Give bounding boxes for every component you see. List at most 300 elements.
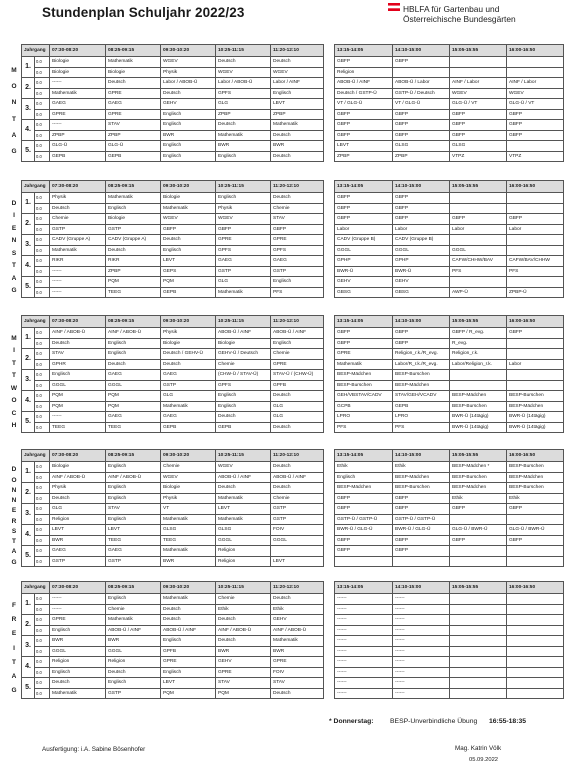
lesson-cell: Chemie (106, 604, 161, 615)
lesson-cell: R_evg. (450, 338, 507, 349)
lesson-cell: BWR-Ü (14tägig) (507, 422, 564, 433)
group-cell: 0.0 (35, 287, 50, 298)
header-row (335, 450, 564, 462)
lesson-cell: PFS (271, 287, 324, 298)
lesson-cell: Biologie (161, 338, 216, 349)
lesson-cell: Deutsch (271, 462, 324, 473)
lesson-cell: Englisch (106, 338, 161, 349)
hour-cell: 3. (22, 99, 35, 120)
lesson-cell: AINF / ABOB-Ü (50, 472, 106, 483)
lesson-cell: GLSG (216, 525, 271, 536)
lesson-cell (450, 646, 507, 657)
group-cell: 0.0 (35, 235, 50, 246)
lesson-cell: GBFP (393, 535, 450, 546)
lesson-cell: Biologie (50, 67, 106, 78)
lesson-cell: GBFP (450, 535, 507, 546)
lesson-cell: GPRE (50, 109, 106, 120)
lesson-cell: GBFP (335, 120, 393, 131)
table-row (335, 422, 564, 433)
time-header: 08:25-09:15 (106, 450, 161, 462)
lesson-cell: Deutsch (50, 493, 106, 504)
time-header: 11:20-12:10 (271, 181, 324, 193)
lesson-cell: GBFP (335, 328, 393, 339)
day-letter: O (11, 397, 17, 405)
table-row (22, 546, 324, 557)
lesson-cell: ------ (50, 120, 106, 131)
lesson-cell: ABOB-Ü / AINF (216, 328, 271, 339)
lesson-cell: LBVT (106, 525, 161, 536)
lesson-cell: Biologie (106, 67, 161, 78)
lesson-cell: ------ (335, 657, 393, 668)
lesson-cell: GBFP (450, 120, 507, 131)
day-letter: G (11, 147, 17, 155)
group-cell: 0.0 (35, 525, 50, 536)
lesson-cell: Physik (161, 328, 216, 339)
table-row (22, 359, 324, 370)
day-letter: G (11, 287, 17, 295)
lesson-cell: GBFP / R_evg. (450, 328, 507, 339)
lesson-cell: Deutsch (161, 359, 216, 370)
table-row (22, 266, 324, 277)
lesson-cell: Mathematik (50, 88, 106, 99)
hour-cell: 4. (22, 657, 35, 678)
lesson-cell: Deutsch (271, 594, 324, 605)
day-letter: O (11, 476, 17, 484)
group-cell: 0.0 (35, 203, 50, 214)
group-cell: 0.0 (35, 193, 50, 204)
time-header: 14:10-15:00 (393, 450, 450, 462)
table-row (22, 535, 324, 546)
lesson-cell: GSTP (271, 266, 324, 277)
lesson-cell: PFS (393, 422, 450, 433)
lesson-cell: BESP-Burschen (393, 483, 450, 494)
note-time: 16:55-18:35 (489, 718, 527, 725)
table-row (335, 224, 564, 235)
lesson-cell: Deutsch (50, 678, 106, 689)
hour-cell: 4. (22, 391, 35, 412)
lesson-cell: ABOB-Ü / AINF (106, 625, 161, 636)
time-header: 11:20-12:10 (271, 316, 324, 328)
table-row (335, 625, 564, 636)
lesson-cell: PFS (507, 266, 564, 277)
lesson-cell: Biologie (50, 57, 106, 68)
lesson-cell: PQM (161, 277, 216, 288)
lesson-cell: BESP-Mädchen (450, 483, 507, 494)
table-row (22, 141, 324, 152)
lesson-cell: Englisch (161, 245, 216, 256)
lesson-cell: STAV/GEH/VCADV (393, 391, 450, 402)
lesson-cell: LBVT (335, 141, 393, 152)
lesson-cell: STAV-Ü / (CHW-Ü) (271, 370, 324, 381)
table-row (22, 235, 324, 246)
header-row (22, 582, 324, 594)
lesson-cell: GSTP (50, 224, 106, 235)
lesson-cell: LBVT (161, 678, 216, 689)
lesson-cell: Mathematik (161, 594, 216, 605)
jahrgang-header: Jahrgang (22, 316, 50, 328)
lesson-cell: Mathematik (216, 130, 271, 141)
lesson-cell: BWR-Ü (14tägig) (450, 422, 507, 433)
lesson-cell: Mathematik (271, 636, 324, 647)
lesson-cell: Labor / AINF (271, 78, 324, 89)
afternoon-table (334, 449, 564, 567)
lesson-cell: GEPB (161, 287, 216, 298)
lesson-cell: FOIV (271, 667, 324, 678)
table-row (22, 646, 324, 657)
table-row (335, 636, 564, 647)
lesson-cell: AINF / Labor (507, 78, 564, 89)
lesson-cell: Englisch (106, 483, 161, 494)
time-header: 10:25-11:15 (216, 181, 271, 193)
lesson-cell: Mathematik (271, 120, 324, 131)
lesson-cell: Englisch (106, 462, 161, 473)
lesson-cell (507, 546, 564, 557)
lesson-cell: Biologie (106, 214, 161, 225)
group-cell: 0.0 (35, 594, 50, 605)
lesson-cell: GBFP (161, 224, 216, 235)
table-row (22, 57, 324, 68)
time-header: 13:15-14:05 (335, 582, 393, 594)
lesson-cell: GPRE (50, 615, 106, 626)
group-cell: 0.0 (35, 130, 50, 141)
table-row (335, 483, 564, 494)
group-cell: 0.0 (35, 401, 50, 412)
lesson-cell: Religion (50, 657, 106, 668)
table-row (335, 287, 564, 298)
table-row (335, 514, 564, 525)
lesson-cell: BESP-Mädchen (507, 401, 564, 412)
day-name (8, 194, 20, 300)
lesson-cell (507, 235, 564, 246)
lesson-cell: Mathematik (106, 193, 161, 204)
day-block (8, 315, 563, 436)
lesson-cell (507, 141, 564, 152)
lesson-cell: GEPB (216, 422, 271, 433)
footer-date: 05.09.2022 (469, 757, 499, 763)
lesson-cell: GGGL (50, 380, 106, 391)
lesson-cell (450, 277, 507, 288)
lesson-cell: BESP-Burschen (507, 391, 564, 402)
lesson-cell: GSTP (106, 224, 161, 235)
jahrgang-header: Jahrgang (22, 450, 50, 462)
lesson-cell: WGEV (450, 88, 507, 99)
table-row (335, 78, 564, 89)
lesson-cell (450, 546, 507, 557)
lesson-cell: Englisch (50, 370, 106, 381)
lesson-cell: ABOB-Ü / AINF (271, 328, 324, 339)
day-letter: T (12, 538, 16, 546)
table-row (22, 120, 324, 131)
hour-cell: 3. (22, 636, 35, 657)
lesson-cell: WGEV (216, 462, 271, 473)
table-row (22, 277, 324, 288)
lesson-cell: GEHV (335, 277, 393, 288)
lesson-cell: GGGL (450, 245, 507, 256)
lesson-cell: Deutsch (271, 422, 324, 433)
lesson-cell: Englisch (106, 594, 161, 605)
lesson-cell: GSTP (271, 514, 324, 525)
lesson-cell: BESP-Mädchen (335, 370, 393, 381)
time-header: 07:30-08:20 (50, 582, 106, 594)
table-row (22, 224, 324, 235)
lesson-cell: Physik (216, 203, 271, 214)
group-cell: 0.0 (35, 277, 50, 288)
lesson-cell: CAFW/CHHW/BAV (450, 256, 507, 267)
lesson-cell: GSTP (106, 556, 161, 567)
lesson-cell: CADV (Gruppe B) (393, 235, 450, 246)
lesson-cell: ------ (393, 636, 450, 647)
day-letter: N (11, 237, 17, 245)
day-letter: T (12, 115, 16, 123)
lesson-cell: Religion (216, 556, 271, 567)
time-header: 15:05-15:55 (450, 45, 507, 57)
lesson-cell: GSTP (50, 556, 106, 567)
lesson-cell: GBFP (450, 130, 507, 141)
group-cell: 0.0 (35, 141, 50, 152)
day-letter: T (12, 658, 16, 666)
time-header: 09:30-10:20 (161, 450, 216, 462)
lesson-cell: GAEG (271, 256, 324, 267)
table-row (22, 556, 324, 567)
table-row (335, 401, 564, 412)
group-cell: 0.0 (35, 556, 50, 567)
lesson-cell: PQM (216, 688, 271, 699)
lesson-cell: Englisch (161, 151, 216, 162)
group-cell: 0.0 (35, 266, 50, 277)
lesson-cell: BESP-Burschen (450, 401, 507, 412)
lesson-cell: GBFP (507, 535, 564, 546)
lesson-cell: CADV (Gruppe A) (106, 235, 161, 246)
lesson-cell: Chemie (216, 359, 271, 370)
lesson-cell: BESP-Mädchen (450, 391, 507, 402)
time-header: 07:30-08:20 (50, 450, 106, 462)
lesson-cell (507, 514, 564, 525)
group-cell: 0.0 (35, 370, 50, 381)
lesson-cell: GBFP (335, 338, 393, 349)
lesson-cell: ------ (335, 678, 393, 689)
lesson-cell: Ethik (393, 462, 450, 473)
table-row (335, 412, 564, 423)
lesson-cell: GEHV (161, 99, 216, 110)
lesson-cell: GGGL (106, 646, 161, 657)
group-cell: 0.0 (35, 615, 50, 626)
table-row (22, 214, 324, 225)
lesson-cell: STAV (50, 349, 106, 360)
lesson-cell: Chemie (216, 594, 271, 605)
lesson-cell: GEH/VBSTAV/CADV (335, 391, 393, 402)
time-header: 15:05-15:55 (450, 582, 507, 594)
lesson-cell: AINF / ABOB-Ü (106, 472, 161, 483)
group-cell: 0.0 (35, 99, 50, 110)
lesson-cell: GLG-Ü (106, 141, 161, 152)
lesson-cell: GEHV (271, 615, 324, 626)
group-cell: 0.0 (35, 78, 50, 89)
group-cell: 0.0 (35, 120, 50, 131)
lesson-cell: ------ (335, 636, 393, 647)
lesson-cell: ------ (393, 678, 450, 689)
lesson-cell (507, 203, 564, 214)
lesson-cell: GBFP (507, 328, 564, 339)
hour-cell: 2. (22, 78, 35, 99)
group-cell: 0.0 (35, 472, 50, 483)
lesson-cell: Biologie (50, 462, 106, 473)
group-cell: 0.0 (35, 245, 50, 256)
time-header: 15:05-15:55 (450, 316, 507, 328)
time-header: 10:25-11:15 (216, 45, 271, 57)
lesson-cell: Deutsch (161, 604, 216, 615)
lesson-cell: GSTP (106, 688, 161, 699)
table-row (22, 151, 324, 162)
table-row (22, 525, 324, 536)
lesson-cell: Labor (507, 224, 564, 235)
lesson-cell: ------ (393, 594, 450, 605)
lesson-cell: GPHP (393, 256, 450, 267)
group-cell: 0.0 (35, 636, 50, 647)
lesson-cell: GGGL (106, 380, 161, 391)
lesson-cell: CADV (Gruppe B) (335, 235, 393, 246)
group-cell: 0.0 (35, 109, 50, 120)
lesson-cell: Mathematik (335, 359, 393, 370)
lesson-cell (450, 203, 507, 214)
lesson-cell: PFS (335, 422, 393, 433)
lesson-cell: TEEG (106, 535, 161, 546)
lesson-cell: ZPBP (216, 109, 271, 120)
table-row (335, 349, 564, 360)
lesson-cell: GBFP (393, 120, 450, 131)
lesson-cell: GBFP (507, 130, 564, 141)
group-cell: 0.0 (35, 359, 50, 370)
day-letter: G (11, 558, 17, 566)
time-header: 14:10-15:00 (393, 45, 450, 57)
lesson-cell: BWR-Ü (393, 266, 450, 277)
note-label: * Donnerstag: (329, 718, 374, 725)
lesson-cell: Mathematik (106, 615, 161, 626)
lesson-cell: GPRE (216, 235, 271, 246)
lesson-cell: GPRE (161, 657, 216, 668)
day-letter: S (11, 249, 17, 257)
table-row (22, 109, 324, 120)
table-row (335, 391, 564, 402)
table-row (22, 678, 324, 689)
day-block (8, 44, 563, 165)
lesson-cell: GPHP (335, 256, 393, 267)
lesson-cell: GBFP (507, 214, 564, 225)
lesson-cell: Englisch (271, 88, 324, 99)
group-cell: 0.0 (35, 625, 50, 636)
jahrgang-header: Jahrgang (22, 582, 50, 594)
lesson-cell: GEPB (50, 151, 106, 162)
time-header: 11:20-12:10 (271, 45, 324, 57)
lesson-cell: Religion_r.k. (450, 349, 507, 360)
lesson-cell (393, 556, 450, 566)
lesson-cell: GBFP (335, 57, 393, 68)
lesson-cell: Labor / ABOB-Ü (161, 78, 216, 89)
lesson-cell: ZPBP (106, 266, 161, 277)
lesson-cell: ------ (50, 287, 106, 298)
lesson-cell: STAV (216, 678, 271, 689)
time-header: 16:00-16:50 (507, 450, 564, 462)
lesson-cell: Biologie (161, 483, 216, 494)
table-row (22, 391, 324, 402)
lesson-cell: BESP-Burschen (507, 462, 564, 473)
group-cell: 0.0 (35, 678, 50, 689)
lesson-cell (335, 556, 393, 566)
table-row (335, 193, 564, 204)
day-letter: A (11, 274, 17, 282)
group-cell: 0.0 (35, 483, 50, 494)
lesson-cell: LBVT (50, 525, 106, 536)
lesson-cell: Deutsch (216, 120, 271, 131)
group-cell: 0.0 (35, 504, 50, 515)
lesson-cell: BWR-Ü (14tägig) (507, 412, 564, 423)
lesson-cell: TEEG (106, 287, 161, 298)
lesson-cell (450, 370, 507, 381)
lesson-cell: LPRO (335, 412, 393, 423)
time-header: 09:30-10:20 (161, 45, 216, 57)
table-row (335, 535, 564, 546)
hour-cell: 3. (22, 370, 35, 391)
lesson-cell: Labor (450, 224, 507, 235)
lesson-cell: GBFP (507, 120, 564, 131)
lesson-cell (450, 678, 507, 689)
lesson-cell: FOIV (271, 525, 324, 536)
lesson-cell: Biologie (216, 338, 271, 349)
group-cell: 0.0 (35, 667, 50, 678)
lesson-cell: Ethik (450, 493, 507, 504)
lesson-cell: VT (161, 504, 216, 515)
table-row (335, 203, 564, 214)
afternoon-table (334, 315, 564, 433)
time-header: 10:25-11:15 (216, 450, 271, 462)
day-letter: M (11, 334, 17, 342)
lesson-cell: VTPZ (450, 151, 507, 162)
lesson-cell: STAV (106, 504, 161, 515)
lesson-cell: Deutsch (106, 359, 161, 370)
lesson-cell: WGEV (161, 214, 216, 225)
lesson-cell: ------ (335, 646, 393, 657)
lesson-cell: GPRE (106, 109, 161, 120)
lesson-cell (507, 667, 564, 678)
lesson-cell: AINF / ABOB-Ü (106, 328, 161, 339)
time-header: 07:30-08:20 (50, 316, 106, 328)
lesson-cell: Religion (216, 546, 271, 557)
table-row (22, 667, 324, 678)
day-letter: I (13, 347, 15, 355)
lesson-cell: PQM (106, 277, 161, 288)
table-row (22, 338, 324, 349)
lesson-cell: BESP-Burschen (507, 483, 564, 494)
table-row (22, 256, 324, 267)
time-header: 09:30-10:20 (161, 582, 216, 594)
lesson-cell: ------ (393, 604, 450, 615)
table-row (335, 493, 564, 504)
lesson-cell: GSTP-Ü / GSTP-Ü (335, 514, 393, 525)
lesson-cell: Deutsch (106, 245, 161, 256)
lesson-cell (450, 556, 507, 566)
header-row (335, 45, 564, 57)
table-row (335, 556, 564, 566)
lesson-cell: GSTP-Ü / Deutsch (393, 88, 450, 99)
lesson-cell: WGEV (271, 67, 324, 78)
day-letter: N (11, 99, 17, 107)
lesson-cell: BWR (50, 535, 106, 546)
day-letter: N (11, 497, 17, 505)
hour-cell: 1. (22, 462, 35, 483)
table-row (22, 193, 324, 204)
lesson-cell: GPRE (216, 667, 271, 678)
group-cell: 0.0 (35, 67, 50, 78)
lesson-cell: Englisch (216, 391, 271, 402)
